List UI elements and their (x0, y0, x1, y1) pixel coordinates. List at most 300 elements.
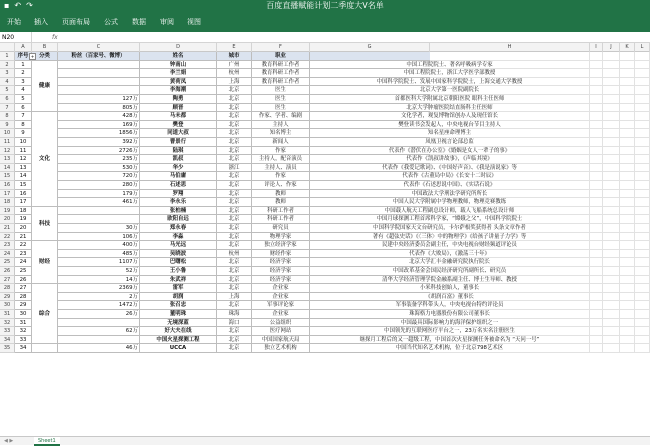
cell-job[interactable]: 科研工作者 (252, 215, 310, 224)
empty-cell[interactable] (620, 207, 635, 216)
cell-city[interactable]: 北京 (217, 172, 252, 181)
cell-fans[interactable]: 46万 (58, 344, 140, 353)
empty-cell[interactable] (635, 336, 650, 345)
cell-city[interactable]: 北京 (217, 95, 252, 104)
cell-no[interactable]: 7 (15, 112, 32, 121)
empty-cell[interactable] (430, 293, 590, 302)
cell-fans[interactable]: 461万 (58, 198, 140, 207)
cell-bio[interactable]: 中国月球探测工程首席科学家，“嫦娥之父”，中国科学院院士 (310, 215, 590, 224)
cell-no[interactable]: 31 (15, 319, 32, 328)
row-header[interactable]: 22 (0, 233, 15, 242)
empty-cell[interactable] (603, 86, 620, 95)
cell-fans[interactable]: 2369万 (58, 284, 140, 293)
name-box[interactable]: N20 (0, 32, 32, 43)
empty-cell[interactable] (620, 258, 635, 267)
fx-icon[interactable]: fx (52, 34, 58, 41)
cell-city[interactable]: 上海 (217, 78, 252, 87)
empty-cell[interactable] (430, 250, 590, 259)
cell-fans[interactable] (58, 86, 140, 95)
cell-fans[interactable] (58, 207, 140, 216)
empty-cell[interactable] (590, 104, 603, 113)
ribbon-tab[interactable]: 页面布局 (62, 18, 90, 26)
category-cell[interactable]: 科技 (32, 207, 58, 241)
column-header[interactable]: K (620, 43, 635, 52)
column-header[interactable]: J (603, 43, 620, 52)
empty-cell[interactable] (635, 104, 650, 113)
empty-cell[interactable] (635, 95, 650, 104)
empty-cell[interactable] (635, 155, 650, 164)
cell-name[interactable]: 好大夫在线 (140, 327, 217, 336)
column-header[interactable]: I (590, 43, 603, 52)
empty-cell[interactable] (590, 155, 603, 164)
empty-cell[interactable] (620, 69, 635, 78)
empty-cell[interactable] (620, 181, 635, 190)
empty-cell[interactable] (430, 121, 590, 130)
empty-cell[interactable] (430, 198, 590, 207)
empty-cell[interactable] (603, 344, 620, 353)
cell-fans[interactable]: 1472万 (58, 301, 140, 310)
cell-fans[interactable]: 127万 (58, 95, 140, 104)
cell-no[interactable]: 4 (15, 86, 32, 95)
cell-bio[interactable]: 代表作《我爱记歌词》、《中国好声音》、《我是演说家》等 (310, 164, 590, 173)
cell-city[interactable]: 北京 (217, 233, 252, 242)
empty-cell[interactable] (620, 344, 635, 353)
cell-bio[interactable]: 首都医科大学附属北京朝阳医院 眼科主任医师 (310, 95, 590, 104)
cell-no[interactable]: 11 (15, 147, 32, 156)
cell-city[interactable]: 杭州 (217, 69, 252, 78)
cell-job[interactable]: 军事评论家 (252, 301, 310, 310)
empty-cell[interactable] (635, 327, 650, 336)
cell-no[interactable]: 34 (15, 344, 32, 353)
cell-no[interactable]: 16 (15, 190, 32, 199)
cell-name[interactable]: 中国火星探测工程 (140, 336, 217, 345)
cell-job[interactable]: 作家 (252, 147, 310, 156)
empty-cell[interactable] (620, 198, 635, 207)
empty-cell[interactable] (620, 61, 635, 70)
cell-bio[interactable]: 北京大学第一医院副院长 (310, 86, 590, 95)
empty-cell[interactable] (430, 241, 590, 250)
cell-bio[interactable]: 樊登读书会发起人，中央电视台节目主持人 (310, 121, 590, 130)
empty-cell[interactable] (635, 267, 650, 276)
empty-cell[interactable] (620, 336, 635, 345)
cell-fans[interactable]: 169万 (58, 121, 140, 130)
cell-city[interactable]: 北京 (217, 327, 252, 336)
empty-cell[interactable] (635, 129, 650, 138)
row-header[interactable]: 15 (0, 172, 15, 181)
empty-cell[interactable] (620, 164, 635, 173)
cell-name[interactable]: 朱武祥 (140, 276, 217, 285)
empty-cell[interactable] (590, 284, 603, 293)
empty-cell[interactable] (603, 164, 620, 173)
empty-cell[interactable] (603, 310, 620, 319)
empty-cell[interactable] (620, 86, 635, 95)
empty-cell[interactable] (590, 121, 603, 130)
empty-cell[interactable] (620, 172, 635, 181)
cell-job[interactable]: 研究员 (252, 224, 310, 233)
ribbon-tab[interactable]: 数据 (132, 18, 146, 26)
empty-cell[interactable] (603, 190, 620, 199)
cell-bio[interactable]: 民建中央经济委员会副主任，中央电视台财经频道评论员 (310, 241, 590, 250)
empty-cell[interactable] (603, 258, 620, 267)
row-header[interactable]: 21 (0, 224, 15, 233)
row-header[interactable]: 1 (0, 52, 15, 61)
empty-cell[interactable] (603, 284, 620, 293)
empty-cell[interactable] (603, 181, 620, 190)
empty-cell[interactable] (430, 138, 590, 147)
empty-cell[interactable] (603, 267, 620, 276)
cell-name[interactable]: 马光远 (140, 241, 217, 250)
ribbon-tab[interactable]: 视图 (187, 18, 201, 26)
empty-cell[interactable] (430, 207, 590, 216)
category-cell[interactable]: 文化 (32, 112, 58, 207)
empty-cell[interactable] (603, 319, 620, 328)
empty-cell[interactable] (603, 233, 620, 242)
cell-name[interactable]: 陆琪 (140, 147, 217, 156)
row-header[interactable]: 9 (0, 121, 15, 130)
cell-job[interactable]: 教师 (252, 198, 310, 207)
cell-bio[interactable]: 清华大学经济管理学院金融系副主任、博士生导师、教授 (310, 276, 590, 285)
empty-cell[interactable] (590, 147, 603, 156)
empty-cell[interactable] (603, 301, 620, 310)
empty-cell[interactable] (590, 241, 603, 250)
cell-fans[interactable]: 805万 (58, 104, 140, 113)
empty-cell[interactable] (635, 172, 650, 181)
row-header[interactable]: 2 (0, 61, 15, 70)
cell-city[interactable]: 北京 (217, 207, 252, 216)
cell-no[interactable]: 3 (15, 78, 32, 87)
empty-cell[interactable] (590, 78, 603, 87)
cell-category[interactable] (32, 344, 58, 353)
cell-no[interactable]: 24 (15, 258, 32, 267)
empty-cell[interactable] (635, 138, 650, 147)
cell-city[interactable]: 上海 (217, 293, 252, 302)
empty-cell[interactable] (635, 233, 650, 242)
cell-bio[interactable]: 军事装备学科带头人，中央电视台特约评论员 (310, 301, 590, 310)
cell-no[interactable]: 22 (15, 241, 32, 250)
cell-name[interactable]: 张柏楠 (140, 207, 217, 216)
redo-icon[interactable]: ↷ (26, 1, 33, 10)
empty-cell[interactable] (590, 112, 603, 121)
empty-cell[interactable] (590, 164, 603, 173)
row-header[interactable]: 34 (0, 336, 15, 345)
cell-city[interactable]: 北京 (217, 258, 252, 267)
row-header[interactable]: 27 (0, 276, 15, 285)
category-cell[interactable]: 综合 (32, 284, 58, 344)
row-header[interactable]: 32 (0, 319, 15, 328)
cell-job[interactable]: 知名博主 (252, 129, 310, 138)
empty-cell[interactable] (603, 327, 620, 336)
cell-name[interactable]: 石述思 (140, 181, 217, 190)
cell-city[interactable]: 北京 (217, 198, 252, 207)
empty-cell[interactable] (603, 147, 620, 156)
empty-cell[interactable] (603, 52, 620, 61)
empty-cell[interactable] (620, 95, 635, 104)
cell-name[interactable]: 董明珠 (140, 310, 217, 319)
empty-cell[interactable] (430, 61, 590, 70)
empty-cell[interactable] (590, 233, 603, 242)
empty-cell[interactable] (430, 190, 590, 199)
empty-cell[interactable] (635, 61, 650, 70)
cell-bio[interactable]: 代表作《凯叔讲故事》，《声临其境》 (310, 155, 590, 164)
cell-no[interactable]: 28 (15, 293, 32, 302)
empty-cell[interactable] (620, 112, 635, 121)
cell-city[interactable]: 珠海 (217, 310, 252, 319)
column-header[interactable]: L (635, 43, 650, 52)
cell-fans[interactable]: 720万 (58, 172, 140, 181)
cell-no[interactable]: 26 (15, 276, 32, 285)
category-cell[interactable]: 财经 (32, 241, 58, 284)
empty-cell[interactable] (590, 258, 603, 267)
empty-cell[interactable] (590, 52, 603, 61)
cell-bio[interactable]: 继探月工程后的又一超级工程，中国首次火星探测任务被命名为 “天问一号” (310, 336, 590, 345)
cell-bio[interactable]: 《胡润百富》董事长 (310, 293, 590, 302)
row-header[interactable]: 17 (0, 190, 15, 199)
undo-icon[interactable]: ↶ (14, 1, 22, 10)
empty-cell[interactable] (620, 138, 635, 147)
cell-job[interactable]: 新闻人 (252, 138, 310, 147)
cell-no[interactable]: 14 (15, 172, 32, 181)
cell-name[interactable]: 华少 (140, 164, 217, 173)
cell-bio[interactable]: 中国工程院院士、著名呼吸病学专家 (310, 61, 590, 70)
empty-cell[interactable] (590, 276, 603, 285)
empty-cell[interactable] (590, 86, 603, 95)
cell-no[interactable]: 9 (15, 129, 32, 138)
cell-city[interactable]: 北京 (217, 241, 252, 250)
empty-cell[interactable] (603, 336, 620, 345)
empty-cell[interactable] (430, 284, 590, 293)
sheet-nav-icon[interactable]: ◀ ▶ (4, 438, 14, 444)
column-title[interactable]: 职业 (252, 52, 310, 61)
cell-fans[interactable]: 179万 (58, 190, 140, 199)
empty-cell[interactable] (430, 95, 590, 104)
empty-cell[interactable] (635, 181, 650, 190)
empty-cell[interactable] (620, 78, 635, 87)
empty-cell[interactable] (620, 224, 635, 233)
empty-cell[interactable] (620, 250, 635, 259)
cell-no[interactable]: 32 (15, 327, 32, 336)
cell-job[interactable]: 医疗网站 (252, 327, 310, 336)
cell-name[interactable]: 无境深蓝 (140, 319, 217, 328)
row-header[interactable]: 35 (0, 344, 15, 353)
cell-city[interactable]: 北京 (217, 181, 252, 190)
cell-fans[interactable] (58, 215, 140, 224)
empty-cell[interactable] (620, 233, 635, 242)
cell-city[interactable]: 浙江 (217, 164, 252, 173)
cell-job[interactable]: 主持人、演员 (252, 164, 310, 173)
empty-cell[interactable] (590, 319, 603, 328)
cell-no[interactable]: 6 (15, 104, 32, 113)
cell-fans[interactable]: 30万 (58, 224, 140, 233)
column-title[interactable]: 城市 (217, 52, 252, 61)
cell-bio[interactable]: 凤凰卫视言论部总监 (310, 138, 590, 147)
empty-cell[interactable] (430, 310, 590, 319)
empty-cell[interactable] (590, 336, 603, 345)
cell-name[interactable]: 曹景行 (140, 138, 217, 147)
empty-cell[interactable] (635, 147, 650, 156)
cell-fans[interactable]: 530万 (58, 164, 140, 173)
cell-fans[interactable] (58, 69, 140, 78)
cell-job[interactable]: 教育科研工作者 (252, 69, 310, 78)
cell-bio[interactable]: 文化学者，观复博物馆创办人及现任馆长 (310, 112, 590, 121)
cell-no[interactable]: 20 (15, 224, 32, 233)
cell-name[interactable]: 雷军 (140, 284, 217, 293)
save-icon[interactable]: ▪ (4, 1, 10, 10)
cell-name[interactable]: 顾晋 (140, 104, 217, 113)
empty-cell[interactable] (590, 293, 603, 302)
cell-job[interactable]: 医生 (252, 86, 310, 95)
empty-cell[interactable] (430, 164, 590, 173)
cell-bio[interactable]: 中国最具国际影响力的海洋保护组织之一 (310, 319, 590, 328)
ribbon-tab[interactable]: 插入 (34, 18, 48, 26)
cell-bio[interactable]: 中国当代知名艺术机构，位于北京798艺术区 (310, 344, 590, 353)
cell-job[interactable]: 独立经济学家 (252, 241, 310, 250)
cell-job[interactable]: 主持人 (252, 121, 310, 130)
cell-job[interactable]: 教育科研工作者 (252, 61, 310, 70)
empty-cell[interactable] (430, 344, 590, 353)
empty-cell[interactable] (430, 181, 590, 190)
cell-fans[interactable]: 428万 (58, 112, 140, 121)
column-title[interactable]: 分类 (32, 52, 58, 61)
cell-name[interactable]: 李永乐 (140, 198, 217, 207)
cell-bio[interactable]: 北京大学肿瘤医院结直肠科主任医师 (310, 104, 590, 113)
row-header[interactable]: 31 (0, 310, 15, 319)
cell-fans[interactable] (58, 336, 140, 345)
cell-fans[interactable]: 52万 (58, 267, 140, 276)
empty-cell[interactable] (635, 250, 650, 259)
cell-no[interactable]: 23 (15, 250, 32, 259)
cell-fans[interactable]: 62万 (58, 327, 140, 336)
sheet-tab[interactable]: Sheet1 (34, 437, 60, 446)
empty-cell[interactable] (603, 121, 620, 130)
empty-cell[interactable] (603, 112, 620, 121)
ribbon-tab[interactable]: 开始 (7, 18, 21, 26)
empty-cell[interactable] (430, 147, 590, 156)
cell-job[interactable]: 财经作家 (252, 250, 310, 259)
column-title[interactable]: 姓名 (140, 52, 217, 61)
cell-fans[interactable]: 1856万 (58, 129, 140, 138)
cell-name[interactable]: 胡润 (140, 293, 217, 302)
empty-cell[interactable] (603, 138, 620, 147)
cell-job[interactable]: 企业家 (252, 284, 310, 293)
empty-cell[interactable] (620, 301, 635, 310)
select-all-corner[interactable] (0, 43, 15, 52)
ribbon-tab[interactable]: 公式 (104, 18, 118, 26)
cell-city[interactable]: 北京 (217, 276, 252, 285)
empty-cell[interactable] (603, 155, 620, 164)
cell-job[interactable]: 医生 (252, 95, 310, 104)
row-header[interactable]: 26 (0, 267, 15, 276)
cell-no[interactable]: 19 (15, 215, 32, 224)
empty-cell[interactable] (430, 327, 590, 336)
cell-job[interactable]: 经济学家 (252, 276, 310, 285)
row-header[interactable]: 13 (0, 155, 15, 164)
empty-cell[interactable] (590, 301, 603, 310)
empty-cell[interactable] (635, 86, 650, 95)
cell-city[interactable]: 北京 (217, 301, 252, 310)
cell-bio[interactable]: 中国载人航天工程副总设计师，载人飞船系统总设计师 (310, 207, 590, 216)
empty-cell[interactable] (590, 181, 603, 190)
empty-cell[interactable] (590, 207, 603, 216)
cell-city[interactable]: 北京 (217, 86, 252, 95)
cell-name[interactable]: 王小鲁 (140, 267, 217, 276)
row-header[interactable]: 33 (0, 327, 15, 336)
empty-cell[interactable] (635, 69, 650, 78)
row-header[interactable]: 28 (0, 284, 15, 293)
empty-cell[interactable] (620, 121, 635, 130)
cell-name[interactable]: 李兰娟 (140, 69, 217, 78)
cell-job[interactable]: 科研工作者 (252, 207, 310, 216)
cell-no[interactable]: 27 (15, 284, 32, 293)
cell-fans[interactable]: 280万 (58, 181, 140, 190)
column-header[interactable]: C (58, 43, 140, 52)
row-header[interactable]: 25 (0, 258, 15, 267)
cell-fans[interactable]: 235万 (58, 155, 140, 164)
empty-cell[interactable] (603, 198, 620, 207)
cell-fans[interactable]: 392万 (58, 138, 140, 147)
empty-cell[interactable] (430, 276, 590, 285)
empty-cell[interactable] (635, 319, 650, 328)
empty-cell[interactable] (603, 207, 620, 216)
row-header[interactable]: 3 (0, 69, 15, 78)
row-header[interactable]: 5 (0, 86, 15, 95)
column-header[interactable]: D (140, 43, 217, 52)
cell-name[interactable]: 李海潮 (140, 86, 217, 95)
empty-cell[interactable] (430, 155, 590, 164)
row-header[interactable]: 11 (0, 138, 15, 147)
cell-no[interactable]: 25 (15, 267, 32, 276)
cell-fans[interactable]: 1107万 (58, 258, 140, 267)
cell-name[interactable]: 钟南山 (140, 61, 217, 70)
column-header[interactable]: A (15, 43, 32, 52)
cell-job[interactable]: 独立艺术机构 (252, 344, 310, 353)
cell-no[interactable]: 2 (15, 69, 32, 78)
row-header[interactable]: 30 (0, 301, 15, 310)
empty-cell[interactable] (635, 52, 650, 61)
cell-bio[interactable]: 中国工程院院士，浙江大学医学部教授 (310, 69, 590, 78)
empty-cell[interactable] (430, 267, 590, 276)
cell-bio[interactable]: 中国科学院国家天文台研究员，卡尔萨根奖获得者 头条文章作者 (310, 224, 590, 233)
cell-name[interactable]: 同道大叔 (140, 129, 217, 138)
empty-cell[interactable] (603, 95, 620, 104)
cell-fans[interactable]: 2万 (58, 293, 140, 302)
empty-cell[interactable] (430, 52, 590, 61)
cell-bio[interactable]: 著有《超弦史话》《〈三体〉中的物理学》《给孩子讲量子力学》等 (310, 233, 590, 242)
empty-cell[interactable] (620, 284, 635, 293)
empty-cell[interactable] (603, 276, 620, 285)
empty-cell[interactable] (620, 327, 635, 336)
cell-fans[interactable]: 106万 (58, 233, 140, 242)
column-title[interactable]: 粉丝（百家号、微博） (58, 52, 140, 61)
cell-name[interactable]: 马伯庸 (140, 172, 217, 181)
cell-city[interactable]: 北京 (217, 121, 252, 130)
cell-name[interactable]: 黄荷凤 (140, 78, 217, 87)
cell-city[interactable]: 北京 (217, 138, 252, 147)
cell-city[interactable]: 海口 (217, 319, 252, 328)
empty-cell[interactable] (635, 301, 650, 310)
cell-job[interactable]: 作家 (252, 172, 310, 181)
row-header[interactable]: 18 (0, 198, 15, 207)
cell-no[interactable]: 29 (15, 301, 32, 310)
cell-name[interactable]: 巴曙松 (140, 258, 217, 267)
cell-city[interactable]: 北京 (217, 344, 252, 353)
empty-cell[interactable] (635, 224, 650, 233)
cell-job[interactable]: 经济学家 (252, 267, 310, 276)
empty-cell[interactable] (603, 172, 620, 181)
cell-fans[interactable]: 14万 (58, 276, 140, 285)
empty-cell[interactable] (635, 190, 650, 199)
empty-cell[interactable] (635, 241, 650, 250)
cell-no[interactable]: 13 (15, 164, 32, 173)
